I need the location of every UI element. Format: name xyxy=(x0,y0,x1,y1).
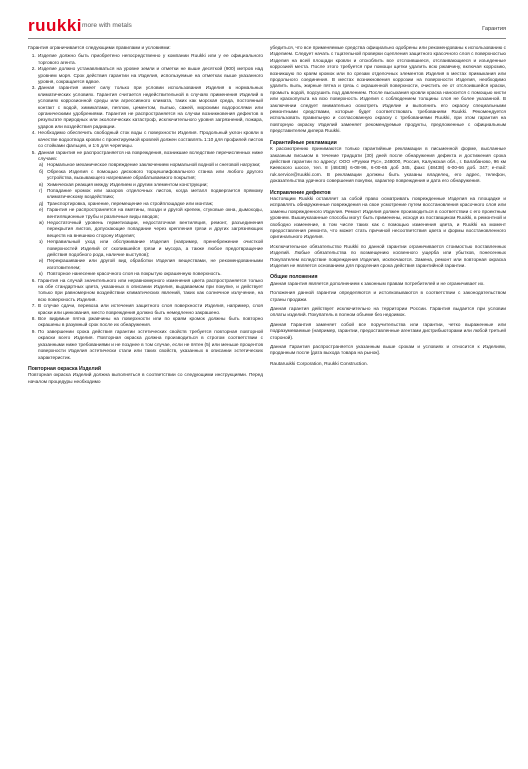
repaint-text-continued: убедиться, что все применяемые средства официально одобрены или рекомендованы к использованию с Изделием. Следует начать с тщательной проверки сцепления защитного красочного слоя с поверхностью Изделия на всей площади кровли и отскоблить все отслоившиеся, отслаивающиеся и изъеденные коррозией места. После этого требуется при помощи щетки удалить всю ржавчину, включая коррозию, возникшую по краям кромок или по срезам отделочных элементов Изделия в местах примыкания или продольного соединения. В местах возникновения коррозии на поверхности Изделия, необходимо удалить пыль, жирные пятна и грязь с окрашенной поверхности, очистить ее от отслоившейся краски, промыть водой, подсушить под давлением. После высыхания кровли краска наносится с помощью кисти или краскопульта на всю поверхность Изделия с соблюдением толщины слоя не более указанной. В заключении следует внимательно осмотреть Изделие и выполнить его окраску специальными ремонтными средствами, которые будет соответствовать требованиям Ruukki. Рекомендуется использовать правильную и согласованную окраску с требованиями Ruukki, при этом гарантия на повторную окраску Изделий заменяет рекомендуемые продукты, предложенные с официальным представителем дилера Ruukki. xyxy=(270,46,506,135)
condition-item-text: Данная гарантия не распространяется на повреждения, возникшие вследствие перечисленных ниже случаев: xyxy=(38,150,263,162)
exclusion-item: и) Перекрашивание или другой вид обработки Изделия веществами, не рекомендованными изготовителем; xyxy=(39,259,263,271)
company-footer: Rautaruukki Corporation, Ruukki Construction. xyxy=(270,361,368,367)
conditions-intro: Гарантия ограничивается следующими правилами и условиями: xyxy=(28,46,171,51)
section-title-claims: Гарантийные рекламации xyxy=(270,139,337,146)
header-rule xyxy=(28,38,506,39)
document-label: Гарантия xyxy=(482,26,506,32)
condition-item: 3. Данная гарантия имеет силу только при условии использования Изделия в нормальных климатических условиях. Гарантия считается недействительной в случаях применения Изделий в условиях коррозионной среды или агрессивного климата, таких как морская среда, постоянный контакт с водой, химикатами, пеплом, цементом, пылью, сажей, морскими водорослями или органическими удобрениями. Гарантия не распространяется на случаи возникновения дефектов в результате природных или экологических катастроф, исключительного уровня загрязнений, пожара, ударов или воздействия радиации. xyxy=(37,86,263,131)
condition-item: 8. Все видимые пятна ржавчины на поверхности или по краям кромок должны быть повторно окрашены в разумный срок после их обнаружения. xyxy=(37,317,263,330)
liability-limits-text: Исключительное обязательство Ruukki по данной гарантии ограничивается стоимостью поставленных Изделий. Любые обязательства по возмещению косвенного ущерба или убытков, понесенных Покупателем вследствие повреждения Изделия, исключаются. Замена, ремонт или повторная окраска Изделия не является основанием для продления срока действия гарантийной гарантии. xyxy=(270,244,506,269)
exclusion-item: г) Попадание кромок или зазоров отделочных листов, когда металл подвергается прямому климатическому воздействию; xyxy=(39,188,263,201)
exclusion-item: б) Обрезка Изделия с помощью дискового торцешлифовального станка или любого другого устройства, вызывающего нагревание обрабатываемого покрытия; xyxy=(39,169,263,182)
logo-tagline: more with metals xyxy=(82,22,132,29)
general-paragraph: Данная гарантия действует исключительно на территории России. Гарантия выдается при условии оплаты изделий. Покупатель в полном объеме без недоимок. xyxy=(270,307,506,319)
ruukki-logo: ruukki xyxy=(28,16,83,35)
section-title-general: Общие положения xyxy=(270,274,318,281)
exclusion-item: з) Неправильный уход или обслуживание Изделия (например, пренебрежение очисткой поверхностей Изделий от скопившейся грязи и мусора, а также любое предотвращение действия подобного рода, наличие выступов); xyxy=(39,240,263,258)
exclusion-item: к) Повторное нанесение красочного слоя на покрытую окрашенную поверхность. xyxy=(39,272,222,278)
section-title-defects: Исправление дефектов xyxy=(270,189,331,196)
condition-item: 7. В случае сдачи, перевоза или истечения защитного слоя поверхности Изделия, например, слоя краски или цинкования, место повреждения должно быть немедленно закрашено. xyxy=(37,304,263,317)
condition-item: 4. Необходимо обеспечить свободный сток воды с поверхности Изделия. Продольный уклон кровли в качестве водоотвода кровли с проектируемой кровлей должен составлять 1:10 для профилей листов со стойками фальцев, и 1:6 для черепицы. xyxy=(37,131,263,150)
conditions-list xyxy=(28,54,263,278)
exclusion-item: д) Транспортировка, хранение, перемещение на стройплощадке или монтаж; xyxy=(39,201,214,207)
condition-item: 2. Изделие должно устанавливаться на уровне земли и отметки не выше десяткой (900) метров над уровнем моря. Срок действия гарантии на Изделия, используемые на отметках выше указанного уровня, сокращается вдвое. xyxy=(37,67,263,86)
general-paragraph: Данная Гарантия заменяет собой все поручительства или гарантии, четко выраженные или подразумеваемые (например, гарантии, предоставленные агентами дистрибьюторами или любой третьей стороной). xyxy=(270,322,506,341)
left-column xyxy=(28,46,263,389)
right-column xyxy=(270,46,506,371)
section-title-repaint: Повторная окраска Изделий xyxy=(28,365,102,372)
exclusion-item: в) Химическая реакция между Изделием и другим элементом конструкции; xyxy=(39,182,208,188)
defects-text: Настоящим Ruukki оставляет за собой право осматривать поврежденные Изделия на площадке и исправлять обнаруженные повреждения на свое усмотрение путем восстановления красочного слоя или замены поврежденного Изделия. Ремонт Изделия должен производиться в соответствии с его проектным уровнем. Вышеуказанные способы могут быть применены, исходя из поставщиком Ruukki, в ремонтной и свободно изменение, в том числе таких как с помощью изменения цвета, и Ruukki на момент предоставления ремонта, что может стать причиной несоответствия цвета и формы восстановленного оригинального Изделия. xyxy=(270,196,506,241)
condition-item: 6. Гарантия на случай значительного или неравномерного изменения цвета распространяется только на обе стандартных цвета, указанных в описании Изделия, выдаваемом при покупке, и действует только при равномерном воздействии климатических явлений, таких как солнечное излучение, на всю поверхность Изделия. xyxy=(37,279,263,305)
condition-item: 9. По завершении срока действия гарантии эстетических свойств требуется повторная повторной окраски всего Изделия. Повторная окраска должна производиться в строгом соответствии с указанными ниже требованиями и не позднее в том случае, если не пятен (5) или меньше процентов поверхности Изделия эстетически стали или таких свойств, указанных в описании эстетических характеристик. xyxy=(37,330,263,362)
exclusion-item: ж) Недостаточный уровень герметизации, недостаточная вентиляция, ремонт, разъединения перекрытия листов, допускающие попадание через крепления грязи и других загрязняющих веществ на внешнюю сторону Изделия; xyxy=(39,220,263,239)
condition-item: 1. Изделие должно быть приобретено непосредственно у компании Ruukki или у ее официального торгового агента. xyxy=(37,54,263,67)
repaint-text: Повторная окраска Изделий должна выполняться в соответствии со следующими инструкциями. Перед началом процедуры необходимо xyxy=(28,373,263,385)
exclusions-list xyxy=(38,163,263,278)
general-paragraph: Данная гарантия является дополнением к законным правам потребителей и не ограничивает их. xyxy=(270,281,485,287)
exclusion-item: е) Гарантия не распространяется на вмятины, гвозди и другой крепеж, стуковые окна, дымоходы, вентиляционные трубы и различные виды вводов; xyxy=(39,208,263,220)
page-header xyxy=(28,17,506,39)
claims-text: К рассмотрению принимаются только гарантийные рекламации в письменной форме, высланные заказным письмом в течение тридцати (30) дней после обнаружения дефекта и достижения срока действия гарантии по адресу: ООО «Руукки Рус», 248000, Россия, Калужская обл., г. Балабаново, 96 км Киевского шоссе, тел. 8 (48438) 6-08-96, 6-00-65 доб 345, факс (48438) 6-00-66 доб. 347; e-mail: ruk.service@ruukki.com. В рекламации должны быть указаны владелец, его адрес, телефон, доказательства удачного совершения покупки, характер повреждения и дата его обнаружения. xyxy=(270,147,506,185)
general-paragraph: Положения данной гарантии определяются и истолковываются в соответствии с законодательством страны продажи. xyxy=(270,291,506,303)
exclusion-item: а) Нормальное механическое повреждение заключением нормальной водной и снеговой нагрузки; xyxy=(39,163,261,169)
conditions-list-continued xyxy=(28,279,263,362)
condition-item xyxy=(37,151,263,279)
general-paragraph: Данная Гарантия распространяется указанным выше срокам и условиях и относится к Изделиям, проданным после [дата выхода товара на рынок]. xyxy=(270,345,506,357)
